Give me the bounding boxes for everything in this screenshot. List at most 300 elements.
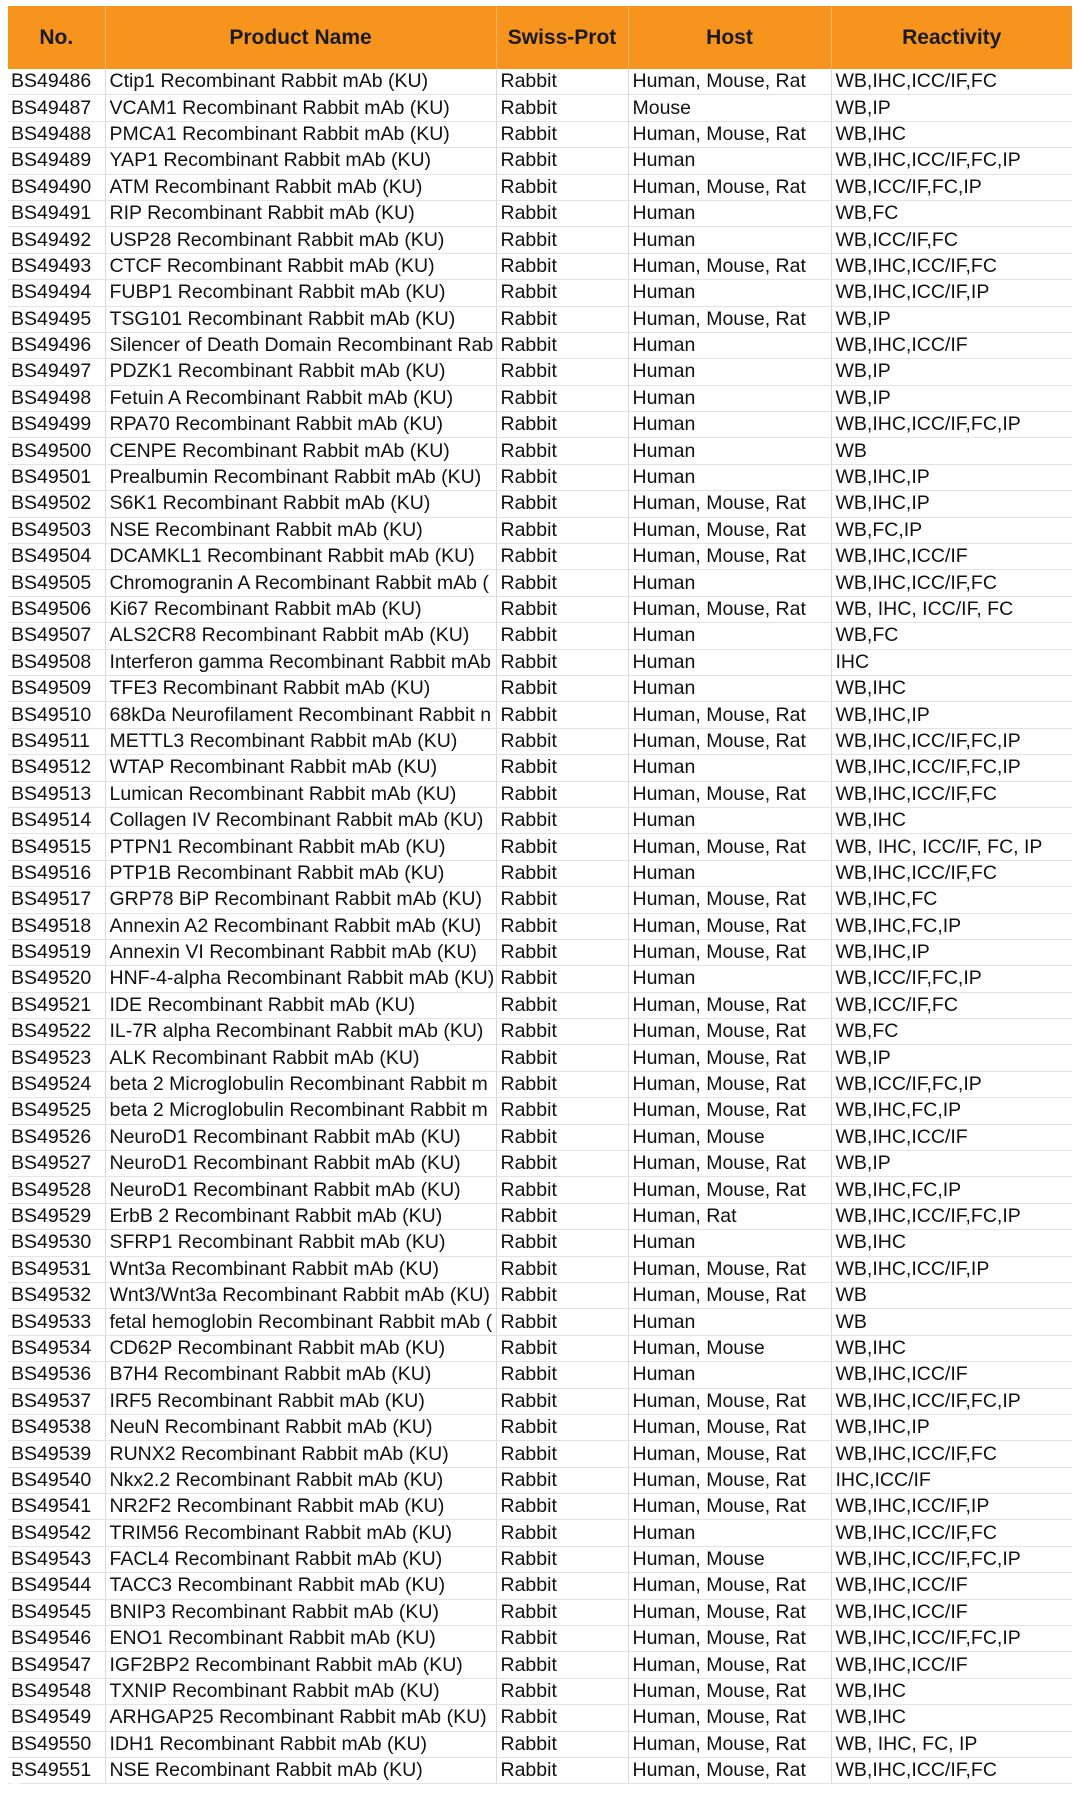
cell-no[interactable]: BS49545 <box>8 1599 105 1625</box>
cell-host[interactable]: Human <box>628 649 831 675</box>
cell-host[interactable]: Human, Mouse, Rat <box>628 1678 831 1704</box>
cell-host[interactable]: Human <box>628 807 831 833</box>
cell-product-name[interactable]: Annexin VI Recombinant Rabbit mAb (KU) <box>105 939 496 965</box>
cell-reactivity[interactable]: IHC <box>831 649 1072 675</box>
cell-host[interactable]: Human, Mouse, Rat <box>628 1098 831 1124</box>
cell-host[interactable]: Human <box>628 1362 831 1388</box>
cell-swiss-prot[interactable]: Rabbit <box>496 200 628 226</box>
cell-swiss-prot[interactable]: Rabbit <box>496 860 628 886</box>
cell-no[interactable]: BS49489 <box>8 148 105 174</box>
cell-product-name[interactable]: BNIP3 Recombinant Rabbit mAb (KU) <box>105 1599 496 1625</box>
cell-host[interactable]: Human, Mouse, Rat <box>628 781 831 807</box>
cell-reactivity[interactable]: WB,FC <box>831 200 1072 226</box>
cell-no[interactable]: BS49520 <box>8 966 105 992</box>
cell-host[interactable]: Human <box>628 1309 831 1335</box>
cell-product-name[interactable]: IDH1 Recombinant Rabbit mAb (KU) <box>105 1731 496 1757</box>
cell-swiss-prot[interactable]: Rabbit <box>496 596 628 622</box>
cell-no[interactable]: BS49540 <box>8 1467 105 1493</box>
cell-product-name[interactable]: beta 2 Microglobulin Recombinant Rabbit m <box>105 1071 496 1097</box>
cell-product-name[interactable]: Collagen IV Recombinant Rabbit mAb (KU) <box>105 807 496 833</box>
cell-no[interactable]: BS49486 <box>8 69 105 95</box>
cell-swiss-prot[interactable]: Rabbit <box>496 1678 628 1704</box>
cell-swiss-prot[interactable]: Rabbit <box>496 1414 628 1440</box>
cell-no[interactable]: BS49514 <box>8 807 105 833</box>
cell-reactivity[interactable]: WB,IHC,ICC/IF,FC <box>831 570 1072 596</box>
cell-reactivity[interactable]: WB,IHC,ICC/IF,FC,IP <box>831 1626 1072 1652</box>
cell-product-name[interactable]: METTL3 Recombinant Rabbit mAb (KU) <box>105 728 496 754</box>
cell-host[interactable]: Human <box>628 623 831 649</box>
cell-reactivity[interactable]: WB,IHC,ICC/IF,FC <box>831 1520 1072 1546</box>
cell-no[interactable]: BS49524 <box>8 1071 105 1097</box>
cell-reactivity[interactable]: WB <box>831 438 1072 464</box>
cell-host[interactable]: Human <box>628 280 831 306</box>
cell-reactivity[interactable]: WB <box>831 1309 1072 1335</box>
cell-reactivity[interactable]: WB,IHC,ICC/IF,FC <box>831 1441 1072 1467</box>
cell-swiss-prot[interactable]: Rabbit <box>496 887 628 913</box>
cell-reactivity[interactable]: WB,IHC,IP <box>831 1414 1072 1440</box>
cell-no[interactable]: BS49527 <box>8 1151 105 1177</box>
cell-no[interactable]: BS49490 <box>8 174 105 200</box>
cell-swiss-prot[interactable]: Rabbit <box>496 1335 628 1361</box>
cell-reactivity[interactable]: WB,FC <box>831 1019 1072 1045</box>
cell-host[interactable]: Human <box>628 966 831 992</box>
cell-reactivity[interactable]: WB,IHC,ICC/IF,FC,IP <box>831 148 1072 174</box>
cell-no[interactable]: BS49508 <box>8 649 105 675</box>
cell-swiss-prot[interactable]: Rabbit <box>496 491 628 517</box>
cell-swiss-prot[interactable]: Rabbit <box>496 1045 628 1071</box>
cell-swiss-prot[interactable]: Rabbit <box>496 95 628 121</box>
cell-swiss-prot[interactable]: Rabbit <box>496 1362 628 1388</box>
cell-reactivity[interactable]: WB,IP <box>831 1045 1072 1071</box>
cell-reactivity[interactable]: WB,IHC,ICC/IF,IP <box>831 1494 1072 1520</box>
cell-no[interactable]: BS49537 <box>8 1388 105 1414</box>
cell-host[interactable]: Human, Mouse, Rat <box>628 913 831 939</box>
cell-no[interactable]: BS49518 <box>8 913 105 939</box>
cell-product-name[interactable]: NeuN Recombinant Rabbit mAb (KU) <box>105 1414 496 1440</box>
cell-reactivity[interactable]: WB,IHC <box>831 675 1072 701</box>
cell-swiss-prot[interactable]: Rabbit <box>496 1546 628 1572</box>
cell-host[interactable]: Human <box>628 385 831 411</box>
cell-swiss-prot[interactable]: Rabbit <box>496 1599 628 1625</box>
cell-reactivity[interactable]: WB,IHC,ICC/IF,FC <box>831 253 1072 279</box>
cell-swiss-prot[interactable]: Rabbit <box>496 1573 628 1599</box>
cell-host[interactable]: Human <box>628 464 831 490</box>
cell-reactivity[interactable]: WB,ICC/IF,FC <box>831 227 1072 253</box>
cell-swiss-prot[interactable]: Rabbit <box>496 464 628 490</box>
column-header-reactivity[interactable]: Reactivity <box>831 6 1072 69</box>
cell-no[interactable]: BS49550 <box>8 1731 105 1757</box>
cell-swiss-prot[interactable]: Rabbit <box>496 438 628 464</box>
cell-reactivity[interactable]: WB,IHC,ICC/IF,FC <box>831 69 1072 95</box>
cell-no[interactable]: BS49534 <box>8 1335 105 1361</box>
cell-swiss-prot[interactable]: Rabbit <box>496 1124 628 1150</box>
cell-no[interactable]: BS49543 <box>8 1546 105 1572</box>
cell-reactivity[interactable]: WB,IP <box>831 385 1072 411</box>
cell-host[interactable]: Human <box>628 675 831 701</box>
cell-product-name[interactable]: Ctip1 Recombinant Rabbit mAb (KU) <box>105 69 496 95</box>
cell-host[interactable]: Human, Rat <box>628 1203 831 1229</box>
cell-host[interactable]: Human, Mouse, Rat <box>628 1573 831 1599</box>
cell-reactivity[interactable]: WB,FC,IP <box>831 517 1072 543</box>
cell-no[interactable]: BS49495 <box>8 306 105 332</box>
cell-swiss-prot[interactable]: Rabbit <box>496 69 628 95</box>
cell-no[interactable]: BS49492 <box>8 227 105 253</box>
cell-host[interactable]: Human, Mouse, Rat <box>628 939 831 965</box>
cell-host[interactable]: Human, Mouse, Rat <box>628 1441 831 1467</box>
cell-no[interactable]: BS49487 <box>8 95 105 121</box>
cell-no[interactable]: BS49536 <box>8 1362 105 1388</box>
cell-host[interactable]: Human, Mouse, Rat <box>628 834 831 860</box>
cell-swiss-prot[interactable]: Rabbit <box>496 913 628 939</box>
cell-product-name[interactable]: FUBP1 Recombinant Rabbit mAb (KU) <box>105 280 496 306</box>
cell-reactivity[interactable]: IHC,ICC/IF <box>831 1467 1072 1493</box>
cell-no[interactable]: BS49496 <box>8 332 105 358</box>
cell-no[interactable]: BS49525 <box>8 1098 105 1124</box>
cell-no[interactable]: BS49533 <box>8 1309 105 1335</box>
cell-reactivity[interactable]: WB,IHC <box>831 1705 1072 1731</box>
cell-host[interactable]: Human, Mouse, Rat <box>628 728 831 754</box>
cell-host[interactable]: Human, Mouse, Rat <box>628 253 831 279</box>
cell-product-name[interactable]: SFRP1 Recombinant Rabbit mAb (KU) <box>105 1230 496 1256</box>
cell-no[interactable]: BS49519 <box>8 939 105 965</box>
cell-product-name[interactable]: TFE3 Recombinant Rabbit mAb (KU) <box>105 675 496 701</box>
cell-swiss-prot[interactable]: Rabbit <box>496 1388 628 1414</box>
cell-reactivity[interactable]: WB, IHC, ICC/IF, FC, IP <box>831 834 1072 860</box>
cell-swiss-prot[interactable]: Rabbit <box>496 1071 628 1097</box>
cell-swiss-prot[interactable]: Rabbit <box>496 412 628 438</box>
cell-product-name[interactable]: Wnt3/Wnt3a Recombinant Rabbit mAb (KU) <box>105 1282 496 1308</box>
cell-reactivity[interactable]: WB,ICC/IF,FC <box>831 992 1072 1018</box>
cell-swiss-prot[interactable]: Rabbit <box>496 1230 628 1256</box>
cell-reactivity[interactable]: WB,IHC,ICC/IF <box>831 1573 1072 1599</box>
cell-no[interactable]: BS49517 <box>8 887 105 913</box>
cell-swiss-prot[interactable]: Rabbit <box>496 253 628 279</box>
cell-no[interactable]: BS49528 <box>8 1177 105 1203</box>
cell-product-name[interactable]: DCAMKL1 Recombinant Rabbit mAb (KU) <box>105 544 496 570</box>
cell-no[interactable]: BS49544 <box>8 1573 105 1599</box>
cell-host[interactable]: Human, Mouse <box>628 1124 831 1150</box>
cell-product-name[interactable]: Wnt3a Recombinant Rabbit mAb (KU) <box>105 1256 496 1282</box>
cell-host[interactable]: Human, Mouse, Rat <box>628 1414 831 1440</box>
cell-swiss-prot[interactable]: Rabbit <box>496 1467 628 1493</box>
cell-swiss-prot[interactable]: Rabbit <box>496 1282 628 1308</box>
cell-product-name[interactable]: Prealbumin Recombinant Rabbit mAb (KU) <box>105 464 496 490</box>
cell-host[interactable]: Human, Mouse, Rat <box>628 1731 831 1757</box>
cell-no[interactable]: BS49513 <box>8 781 105 807</box>
cell-no[interactable]: BS49498 <box>8 385 105 411</box>
cell-host[interactable]: Human, Mouse, Rat <box>628 1045 831 1071</box>
cell-product-name[interactable]: TSG101 Recombinant Rabbit mAb (KU) <box>105 306 496 332</box>
cell-swiss-prot[interactable]: Rabbit <box>496 121 628 147</box>
cell-host[interactable]: Human <box>628 412 831 438</box>
cell-host[interactable]: Human, Mouse, Rat <box>628 1151 831 1177</box>
cell-swiss-prot[interactable]: Rabbit <box>496 1177 628 1203</box>
cell-no[interactable]: BS49509 <box>8 675 105 701</box>
cell-no[interactable]: BS49512 <box>8 755 105 781</box>
cell-host[interactable]: Human, Mouse, Rat <box>628 702 831 728</box>
cell-host[interactable]: Human, Mouse, Rat <box>628 992 831 1018</box>
cell-product-name[interactable]: IRF5 Recombinant Rabbit mAb (KU) <box>105 1388 496 1414</box>
cell-product-name[interactable]: USP28 Recombinant Rabbit mAb (KU) <box>105 227 496 253</box>
cell-reactivity[interactable]: WB,IHC,ICC/IF <box>831 1599 1072 1625</box>
cell-product-name[interactable]: CTCF Recombinant Rabbit mAb (KU) <box>105 253 496 279</box>
cell-product-name[interactable]: ALS2CR8 Recombinant Rabbit mAb (KU) <box>105 623 496 649</box>
cell-host[interactable]: Human, Mouse <box>628 1335 831 1361</box>
cell-reactivity[interactable]: WB,IHC,FC,IP <box>831 1177 1072 1203</box>
cell-swiss-prot[interactable]: Rabbit <box>496 359 628 385</box>
cell-swiss-prot[interactable]: Rabbit <box>496 517 628 543</box>
cell-host[interactable]: Human, Mouse, Rat <box>628 1282 831 1308</box>
cell-swiss-prot[interactable]: Rabbit <box>496 1758 628 1784</box>
cell-swiss-prot[interactable]: Rabbit <box>496 728 628 754</box>
cell-reactivity[interactable]: WB,IHC,ICC/IF,FC,IP <box>831 1546 1072 1572</box>
cell-swiss-prot[interactable]: Rabbit <box>496 306 628 332</box>
cell-host[interactable]: Human, Mouse, Rat <box>628 1256 831 1282</box>
cell-no[interactable]: BS49500 <box>8 438 105 464</box>
cell-reactivity[interactable]: WB,IHC,ICC/IF,IP <box>831 280 1072 306</box>
cell-reactivity[interactable]: WB,IHC,ICC/IF <box>831 332 1072 358</box>
cell-host[interactable]: Human, Mouse <box>628 1546 831 1572</box>
cell-no[interactable]: BS49551 <box>8 1758 105 1784</box>
cell-swiss-prot[interactable]: Rabbit <box>496 385 628 411</box>
column-header-no[interactable]: No. <box>8 6 105 69</box>
cell-product-name[interactable]: Annexin A2 Recombinant Rabbit mAb (KU) <box>105 913 496 939</box>
cell-reactivity[interactable]: WB,IHC,ICC/IF,FC,IP <box>831 1388 1072 1414</box>
cell-swiss-prot[interactable]: Rabbit <box>496 1309 628 1335</box>
cell-host[interactable]: Human <box>628 1520 831 1546</box>
cell-reactivity[interactable]: WB,IHC <box>831 1230 1072 1256</box>
cell-reactivity[interactable]: WB <box>831 1282 1072 1308</box>
column-header-host[interactable]: Host <box>628 6 831 69</box>
cell-product-name[interactable]: Ki67 Recombinant Rabbit mAb (KU) <box>105 596 496 622</box>
cell-product-name[interactable]: Silencer of Death Domain Recombinant Rab <box>105 332 496 358</box>
cell-swiss-prot[interactable]: Rabbit <box>496 1151 628 1177</box>
cell-swiss-prot[interactable]: Rabbit <box>496 834 628 860</box>
cell-no[interactable]: BS49511 <box>8 728 105 754</box>
cell-host[interactable]: Human, Mouse, Rat <box>628 121 831 147</box>
cell-host[interactable]: Human, Mouse, Rat <box>628 1626 831 1652</box>
cell-no[interactable]: BS49503 <box>8 517 105 543</box>
cell-product-name[interactable]: IGF2BP2 Recombinant Rabbit mAb (KU) <box>105 1652 496 1678</box>
cell-host[interactable]: Human, Mouse, Rat <box>628 1758 831 1784</box>
cell-host[interactable]: Human <box>628 148 831 174</box>
cell-swiss-prot[interactable]: Rabbit <box>496 174 628 200</box>
cell-swiss-prot[interactable]: Rabbit <box>496 280 628 306</box>
cell-no[interactable]: BS49499 <box>8 412 105 438</box>
cell-reactivity[interactable]: WB,IHC,ICC/IF,FC,IP <box>831 755 1072 781</box>
cell-host[interactable]: Human, Mouse, Rat <box>628 1177 831 1203</box>
cell-product-name[interactable]: ENO1 Recombinant Rabbit mAb (KU) <box>105 1626 496 1652</box>
cell-no[interactable]: BS49493 <box>8 253 105 279</box>
cell-no[interactable]: BS49542 <box>8 1520 105 1546</box>
cell-reactivity[interactable]: WB,IHC,ICC/IF <box>831 544 1072 570</box>
cell-swiss-prot[interactable]: Rabbit <box>496 148 628 174</box>
cell-reactivity[interactable]: WB,ICC/IF,FC,IP <box>831 174 1072 200</box>
cell-host[interactable]: Human <box>628 359 831 385</box>
cell-no[interactable]: BS49521 <box>8 992 105 1018</box>
cell-product-name[interactable]: GRP78 BiP Recombinant Rabbit mAb (KU) <box>105 887 496 913</box>
cell-reactivity[interactable]: WB,ICC/IF,FC,IP <box>831 966 1072 992</box>
cell-no[interactable]: BS49501 <box>8 464 105 490</box>
cell-product-name[interactable]: NeuroD1 Recombinant Rabbit mAb (KU) <box>105 1151 496 1177</box>
column-header-product-name[interactable]: Product Name <box>105 6 496 69</box>
cell-host[interactable]: Mouse <box>628 95 831 121</box>
cell-product-name[interactable]: HNF-4-alpha Recombinant Rabbit mAb (KU) <box>105 966 496 992</box>
cell-swiss-prot[interactable]: Rabbit <box>496 332 628 358</box>
cell-product-name[interactable]: ALK Recombinant Rabbit mAb (KU) <box>105 1045 496 1071</box>
cell-reactivity[interactable]: WB,IHC,ICC/IF,FC <box>831 1758 1072 1784</box>
cell-product-name[interactable]: RPA70 Recombinant Rabbit mAb (KU) <box>105 412 496 438</box>
cell-no[interactable]: BS49502 <box>8 491 105 517</box>
cell-no[interactable]: BS49549 <box>8 1705 105 1731</box>
cell-product-name[interactable]: PDZK1 Recombinant Rabbit mAb (KU) <box>105 359 496 385</box>
cell-reactivity[interactable]: WB,IHC,FC,IP <box>831 1098 1072 1124</box>
cell-product-name[interactable]: Fetuin A Recombinant Rabbit mAb (KU) <box>105 385 496 411</box>
cell-reactivity[interactable]: WB,IHC,ICC/IF <box>831 1362 1072 1388</box>
cell-host[interactable]: Human, Mouse, Rat <box>628 887 831 913</box>
cell-reactivity[interactable]: WB,IHC,ICC/IF,FC,IP <box>831 1203 1072 1229</box>
cell-product-name[interactable]: RUNX2 Recombinant Rabbit mAb (KU) <box>105 1441 496 1467</box>
cell-no[interactable]: BS49529 <box>8 1203 105 1229</box>
cell-host[interactable]: Human <box>628 570 831 596</box>
cell-no[interactable]: BS49507 <box>8 623 105 649</box>
cell-reactivity[interactable]: WB,IHC,FC,IP <box>831 913 1072 939</box>
cell-swiss-prot[interactable]: Rabbit <box>496 570 628 596</box>
cell-reactivity[interactable]: WB,IHC <box>831 1335 1072 1361</box>
cell-host[interactable]: Human <box>628 200 831 226</box>
cell-host[interactable]: Human, Mouse, Rat <box>628 544 831 570</box>
cell-host[interactable]: Human, Mouse, Rat <box>628 1071 831 1097</box>
cell-no[interactable]: BS49530 <box>8 1230 105 1256</box>
cell-no[interactable]: BS49515 <box>8 834 105 860</box>
cell-swiss-prot[interactable]: Rabbit <box>496 1652 628 1678</box>
cell-swiss-prot[interactable]: Rabbit <box>496 1256 628 1282</box>
cell-swiss-prot[interactable]: Rabbit <box>496 992 628 1018</box>
cell-product-name[interactable]: S6K1 Recombinant Rabbit mAb (KU) <box>105 491 496 517</box>
cell-no[interactable]: BS49522 <box>8 1019 105 1045</box>
cell-no[interactable]: BS49494 <box>8 280 105 306</box>
cell-product-name[interactable]: fetal hemoglobin Recombinant Rabbit mAb ( <box>105 1309 496 1335</box>
cell-swiss-prot[interactable]: Rabbit <box>496 1494 628 1520</box>
cell-host[interactable]: Human, Mouse, Rat <box>628 1705 831 1731</box>
cell-swiss-prot[interactable]: Rabbit <box>496 702 628 728</box>
cell-reactivity[interactable]: WB, IHC, ICC/IF, FC <box>831 596 1072 622</box>
cell-no[interactable]: BS49497 <box>8 359 105 385</box>
cell-no[interactable]: BS49532 <box>8 1282 105 1308</box>
cell-product-name[interactable]: PTPN1 Recombinant Rabbit mAb (KU) <box>105 834 496 860</box>
cell-host[interactable]: Human, Mouse, Rat <box>628 1019 831 1045</box>
cell-host[interactable]: Human, Mouse, Rat <box>628 1599 831 1625</box>
cell-reactivity[interactable]: WB,IHC <box>831 121 1072 147</box>
cell-product-name[interactable]: CENPE Recombinant Rabbit mAb (KU) <box>105 438 496 464</box>
cell-no[interactable]: BS49488 <box>8 121 105 147</box>
cell-product-name[interactable]: VCAM1 Recombinant Rabbit mAb (KU) <box>105 95 496 121</box>
cell-reactivity[interactable]: WB,IHC <box>831 807 1072 833</box>
cell-no[interactable]: BS49523 <box>8 1045 105 1071</box>
cell-no[interactable]: BS49505 <box>8 570 105 596</box>
cell-swiss-prot[interactable]: Rabbit <box>496 1441 628 1467</box>
cell-product-name[interactable]: Interferon gamma Recombinant Rabbit mAb <box>105 649 496 675</box>
cell-swiss-prot[interactable]: Rabbit <box>496 807 628 833</box>
cell-product-name[interactable]: Lumican Recombinant Rabbit mAb (KU) <box>105 781 496 807</box>
cell-reactivity[interactable]: WB,IHC <box>831 1678 1072 1704</box>
cell-no[interactable]: BS49547 <box>8 1652 105 1678</box>
cell-product-name[interactable]: IL-7R alpha Recombinant Rabbit mAb (KU) <box>105 1019 496 1045</box>
cell-reactivity[interactable]: WB, IHC, FC, IP <box>831 1731 1072 1757</box>
cell-no[interactable]: BS49510 <box>8 702 105 728</box>
column-header-swiss-prot[interactable]: Swiss-Prot <box>496 6 628 69</box>
cell-product-name[interactable]: IDE Recombinant Rabbit mAb (KU) <box>105 992 496 1018</box>
cell-reactivity[interactable]: WB,IHC,ICC/IF <box>831 1124 1072 1150</box>
cell-product-name[interactable]: Nkx2.2 Recombinant Rabbit mAb (KU) <box>105 1467 496 1493</box>
cell-reactivity[interactable]: WB,IHC,IP <box>831 491 1072 517</box>
cell-swiss-prot[interactable]: Rabbit <box>496 755 628 781</box>
cell-product-name[interactable]: ErbB 2 Recombinant Rabbit mAb (KU) <box>105 1203 496 1229</box>
cell-swiss-prot[interactable]: Rabbit <box>496 1019 628 1045</box>
cell-host[interactable]: Human <box>628 1230 831 1256</box>
cell-product-name[interactable]: PTP1B Recombinant Rabbit mAb (KU) <box>105 860 496 886</box>
cell-product-name[interactable]: NeuroD1 Recombinant Rabbit mAb (KU) <box>105 1177 496 1203</box>
cell-no[interactable]: BS49504 <box>8 544 105 570</box>
cell-product-name[interactable]: TRIM56 Recombinant Rabbit mAb (KU) <box>105 1520 496 1546</box>
cell-host[interactable]: Human, Mouse, Rat <box>628 1494 831 1520</box>
cell-host[interactable]: Human <box>628 227 831 253</box>
cell-product-name[interactable]: TACC3 Recombinant Rabbit mAb (KU) <box>105 1573 496 1599</box>
cell-swiss-prot[interactable]: Rabbit <box>496 1705 628 1731</box>
cell-no[interactable]: BS49506 <box>8 596 105 622</box>
cell-swiss-prot[interactable]: Rabbit <box>496 781 628 807</box>
cell-product-name[interactable]: beta 2 Microglobulin Recombinant Rabbit m <box>105 1098 496 1124</box>
cell-product-name[interactable]: NSE Recombinant Rabbit mAb (KU) <box>105 517 496 543</box>
cell-host[interactable]: Human, Mouse, Rat <box>628 1652 831 1678</box>
cell-reactivity[interactable]: WB,IHC,ICC/IF,FC <box>831 781 1072 807</box>
cell-host[interactable]: Human, Mouse, Rat <box>628 174 831 200</box>
cell-product-name[interactable]: ARHGAP25 Recombinant Rabbit mAb (KU) <box>105 1705 496 1731</box>
cell-swiss-prot[interactable]: Rabbit <box>496 649 628 675</box>
cell-product-name[interactable]: YAP1 Recombinant Rabbit mAb (KU) <box>105 148 496 174</box>
cell-product-name[interactable]: PMCA1 Recombinant Rabbit mAb (KU) <box>105 121 496 147</box>
cell-reactivity[interactable]: WB,IP <box>831 95 1072 121</box>
cell-reactivity[interactable]: WB,IHC,IP <box>831 702 1072 728</box>
cell-reactivity[interactable]: WB,ICC/IF,FC,IP <box>831 1071 1072 1097</box>
cell-product-name[interactable]: WTAP Recombinant Rabbit mAb (KU) <box>105 755 496 781</box>
cell-swiss-prot[interactable]: Rabbit <box>496 675 628 701</box>
cell-reactivity[interactable]: WB,IP <box>831 1151 1072 1177</box>
cell-reactivity[interactable]: WB,IHC,IP <box>831 464 1072 490</box>
cell-reactivity[interactable]: WB,FC <box>831 623 1072 649</box>
cell-product-name[interactable]: CD62P Recombinant Rabbit mAb (KU) <box>105 1335 496 1361</box>
cell-product-name[interactable]: Chromogranin A Recombinant Rabbit mAb ( <box>105 570 496 596</box>
cell-host[interactable]: Human, Mouse, Rat <box>628 491 831 517</box>
cell-swiss-prot[interactable]: Rabbit <box>496 1098 628 1124</box>
cell-reactivity[interactable]: WB,IHC,ICC/IF,IP <box>831 1256 1072 1282</box>
cell-reactivity[interactable]: WB,IP <box>831 359 1072 385</box>
cell-no[interactable]: BS49546 <box>8 1626 105 1652</box>
cell-product-name[interactable]: ATM Recombinant Rabbit mAb (KU) <box>105 174 496 200</box>
cell-host[interactable]: Human <box>628 332 831 358</box>
cell-host[interactable]: Human, Mouse, Rat <box>628 1467 831 1493</box>
cell-host[interactable]: Human <box>628 860 831 886</box>
cell-product-name[interactable]: NR2F2 Recombinant Rabbit mAb (KU) <box>105 1494 496 1520</box>
cell-swiss-prot[interactable]: Rabbit <box>496 227 628 253</box>
cell-swiss-prot[interactable]: Rabbit <box>496 1520 628 1546</box>
cell-product-name[interactable]: FACL4 Recombinant Rabbit mAb (KU) <box>105 1546 496 1572</box>
cell-host[interactable]: Human, Mouse, Rat <box>628 596 831 622</box>
cell-host[interactable]: Human <box>628 438 831 464</box>
cell-reactivity[interactable]: WB,IP <box>831 306 1072 332</box>
cell-reactivity[interactable]: WB,IHC,ICC/IF,FC,IP <box>831 412 1072 438</box>
cell-host[interactable]: Human, Mouse, Rat <box>628 1388 831 1414</box>
